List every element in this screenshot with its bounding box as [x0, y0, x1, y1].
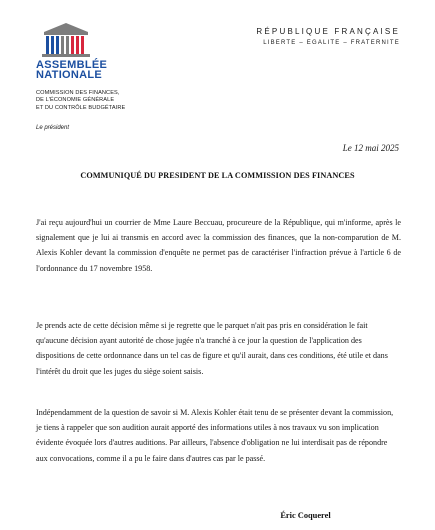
document-title: COMMUNIQUÉ DU PRESIDENT DE LA COMMISSION DES FINANCES: [80, 171, 355, 180]
republic-motto: LIBERTE – EGALITE – FRATERNITE: [263, 40, 400, 46]
institution-line-1: ASSEMBLÉE: [36, 59, 108, 71]
commission-line-2: DE L'ÉCONOMIE GÉNÉRALE: [36, 97, 115, 104]
author-role: Le président: [36, 125, 70, 131]
institution-name: [36, 60, 107, 80]
signature: [0, 511, 435, 520]
paragraph-3: Indépendamment de la question de savoir si M. Alexis Kohler était tenu de se présenter devant la commission, je tiens à rappeler que son audition aurait apporté des informations utiles à nos travaux vu son implication évidente évoquée lors d'autres auditions. Par ailleurs, l'absence d'obligation ne lui interdisait pas de répondre aux convocations, comme il a pu le faire dans d'autres cas par le passé.: [36, 408, 394, 463]
signatory-name: Éric Coquerel: [280, 511, 331, 520]
republic-header: [256, 27, 400, 46]
paragraph-2: Je prends acte de cette décision même si je regrette que le parquet n'ait pas pris en considération le fait qu'aucune décision ayant autorité de chose jugée n'a tranché à ce jour la question de l'application des dispositions de cette ordonnance dans un tel cas de figure et qu'il aurait, dans ces conditions, été utile et dans l'intérêt du droit que les juges du siège soient saisis.: [36, 321, 388, 376]
institution-line-2: NATIONALE: [36, 69, 103, 81]
commission-line-3: ET DU CONTRÔLE BUDGÉTAIRE: [36, 104, 126, 111]
paragraph-1: J'ai reçu aujourd'hui un courrier de Mme Laure Beccuau, procureure de la République, qui m'informe, après le signalement que je lui ai transmis en accord avec la commission des finances, que la non-comparution de M. Alexis Kohler devant la commission d'enquête ne permet pas de caractériser l'infraction prévue à l'article 6 de l'ordonnance du 17 novembre 1958.: [36, 218, 401, 273]
republic-name: RÉPUBLIQUE FRANÇAISE: [256, 27, 400, 36]
commission-line-1: COMMISSION DES FINANCES,: [36, 90, 120, 96]
document-date: Le 12 mai 2025: [342, 143, 399, 153]
assemblee-nationale-logo-icon: [36, 22, 96, 60]
commission-name: [36, 90, 125, 112]
